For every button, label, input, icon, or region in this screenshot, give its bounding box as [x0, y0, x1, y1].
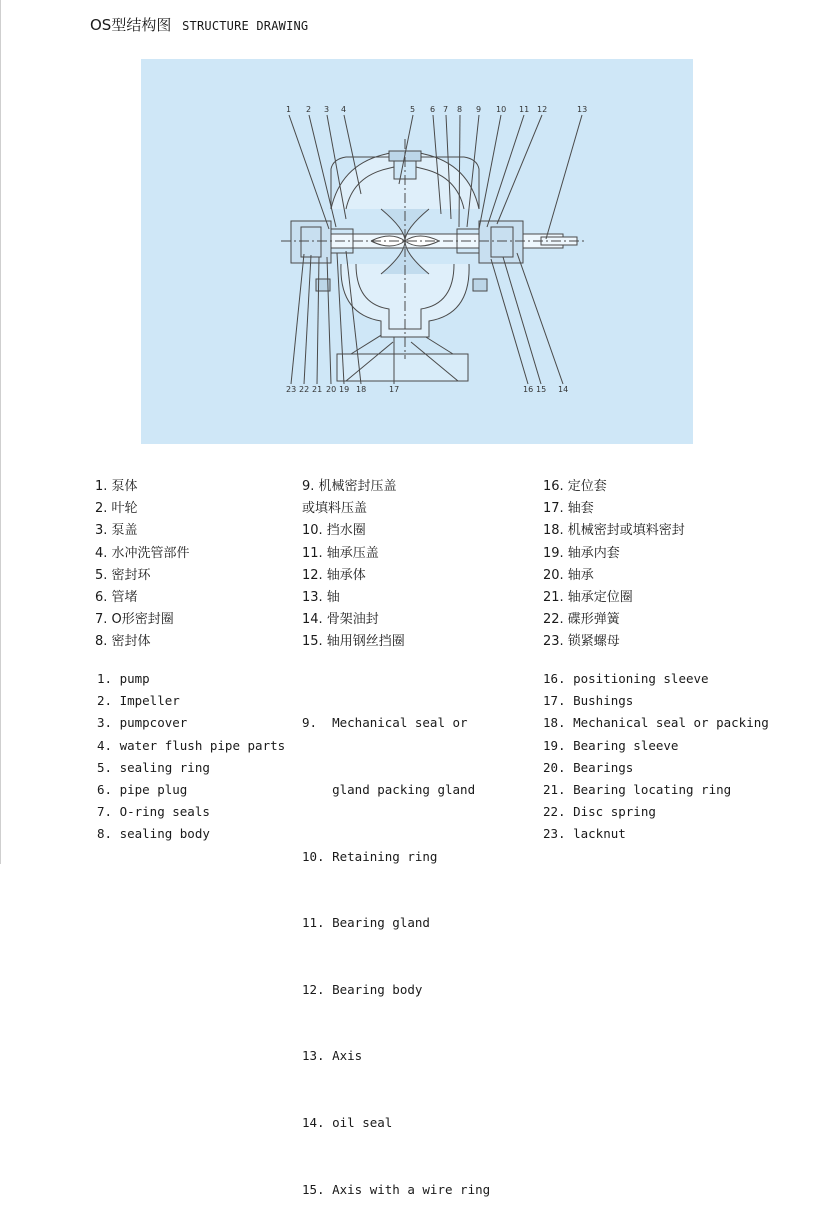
- legend-item: 19. Bearing sleeve: [543, 737, 679, 753]
- legend-item: 15. 轴用钢丝挡圈: [302, 634, 405, 650]
- legend-item: 7. O-ring seals: [97, 804, 210, 820]
- callout-14: 14: [558, 385, 569, 394]
- callout-17: 17: [389, 385, 400, 394]
- callout-18: 18: [356, 385, 367, 394]
- legend-item: 或填料压盖: [302, 501, 368, 517]
- legend-item: 14. oil seal: [302, 1114, 393, 1130]
- legend-item: 5. 密封环: [95, 567, 151, 583]
- legend-item: 12. 轴承体: [302, 567, 366, 583]
- legend-item: 22. Disc spring: [543, 804, 656, 820]
- title-chinese: OS型结构图: [90, 16, 172, 34]
- legend-cn-column-1: [95, 476, 190, 654]
- callout-5: 5: [410, 105, 416, 114]
- callout-11: 11: [519, 105, 530, 114]
- legend-item: 19. 轴承内套: [543, 545, 620, 561]
- legend-item: 16. 定位套: [543, 479, 607, 494]
- legend-item: gland packing gland: [302, 782, 476, 797]
- legend-cn-column-3: [543, 476, 685, 654]
- legend-item: 6. 管堵: [95, 589, 138, 605]
- legend-item: 21. 轴承定位圈: [543, 589, 633, 605]
- legend-item: 23. 锁紧螺母: [543, 634, 620, 650]
- page-title: [90, 14, 308, 35]
- legend-item: 17. 轴套: [543, 501, 594, 517]
- structure-drawing-panel: [141, 59, 693, 444]
- legend-item: 16. positioning sleeve: [543, 671, 709, 686]
- legend-item: 20. 轴承: [543, 567, 594, 583]
- legend-item: 4. 水冲洗管部件: [95, 545, 190, 561]
- legend-item: 11. Bearing gland: [302, 915, 430, 931]
- legend-item: 8. 密封体: [95, 634, 151, 650]
- legend-item: 23. lacknut: [543, 826, 626, 842]
- legend-item: 4. water flush pipe parts: [97, 737, 286, 753]
- legend-item: 3. 泵盖: [95, 523, 138, 539]
- legend-item: 7. O形密封圈: [95, 612, 174, 628]
- legend-item: 13. 轴: [302, 589, 340, 605]
- legend-item: 8. sealing body: [97, 826, 210, 842]
- legend-item: 9. 机械密封压盖: [302, 479, 397, 494]
- callout-2: 2: [306, 105, 312, 114]
- legend-item: 1. 泵体: [95, 479, 138, 494]
- callout-10: 10: [496, 105, 507, 114]
- callout-3: 3: [324, 105, 330, 114]
- legend-item: 18. Mechanical seal or packing: [543, 715, 769, 731]
- legend-en-column-3: [543, 668, 769, 846]
- legend-item: 2. 叶轮: [95, 501, 138, 517]
- callout-23: 23: [286, 385, 297, 394]
- callout-21: 21: [312, 385, 323, 394]
- pump-cross-section-drawing: [141, 59, 693, 444]
- callout-8: 8: [457, 105, 463, 114]
- legend-item: 12. Bearing body: [302, 981, 423, 997]
- legend-item: 11. 轴承压盖: [302, 545, 379, 561]
- legend-item: 3. pumpcover: [97, 715, 188, 731]
- callout-13: 13: [577, 105, 588, 114]
- legend-item: 18. 机械密封或填料密封: [543, 523, 685, 539]
- legend-item: 21. Bearing locating ring: [543, 781, 732, 797]
- legend-item: 17. Bushings: [543, 693, 634, 709]
- callout-19: 19: [339, 385, 350, 394]
- legend-item: 22. 碟形弹簧: [543, 612, 620, 628]
- callout-12: 12: [537, 105, 548, 114]
- legend-item: 10. Retaining ring: [302, 848, 438, 864]
- base-stand: [337, 354, 468, 381]
- callout-15: 15: [536, 385, 547, 394]
- title-english: STRUCTURE DRAWING: [182, 19, 309, 33]
- callout-16: 16: [523, 385, 534, 394]
- callout-22: 22: [299, 385, 310, 394]
- callout-7: 7: [443, 105, 449, 114]
- callout-20: 20: [326, 385, 337, 394]
- legend-item: 5. sealing ring: [97, 759, 210, 775]
- callout-6: 6: [430, 105, 436, 114]
- legend-en-column-1: [97, 668, 285, 846]
- legend-en-column-2: [302, 668, 490, 1223]
- legend-cn-column-2: [302, 476, 405, 654]
- legend-item: 15. Axis with a wire ring: [302, 1181, 491, 1197]
- legend-item: 13. Axis: [302, 1048, 363, 1064]
- callout-4: 4: [341, 105, 347, 114]
- callout-1: 1: [286, 105, 292, 114]
- page-left-border: [0, 0, 1, 864]
- legend-item: 20. Bearings: [543, 759, 634, 775]
- legend-item: 6. pipe plug: [97, 781, 188, 797]
- legend-item: 2. Impeller: [97, 693, 180, 709]
- legend-item: 9. Mechanical seal or: [302, 715, 468, 731]
- legend-item: 10. 挡水圈: [302, 523, 366, 539]
- callout-9: 9: [476, 105, 482, 114]
- legend-item: 14. 骨架油封: [302, 612, 379, 628]
- legend-item: 1. pump: [97, 671, 150, 686]
